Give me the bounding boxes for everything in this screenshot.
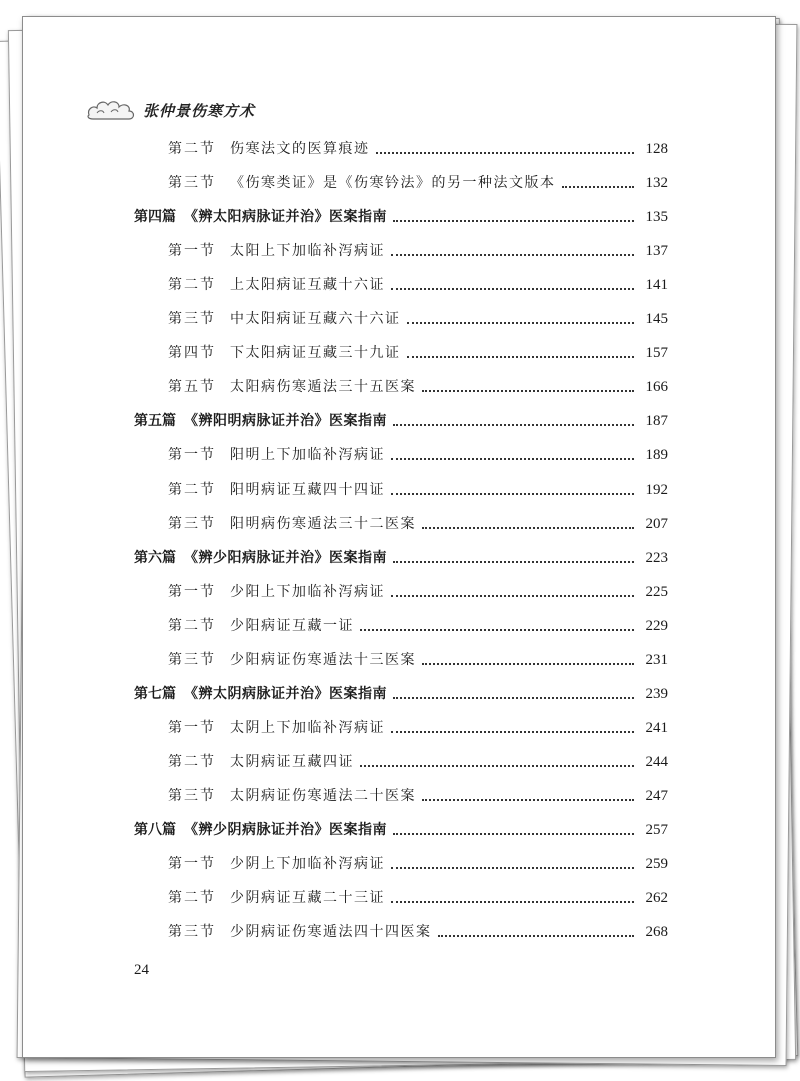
book-page: [22, 16, 776, 1058]
toc-page-number: 239: [645, 685, 668, 702]
toc-entry-number: 第二节: [168, 481, 216, 498]
dot-leader: [438, 935, 635, 937]
toc-entry-title: 《辨少阳病脉证并治》医案指南: [184, 549, 387, 566]
toc-page-number: 141: [645, 277, 668, 294]
toc-section-entry: [168, 615, 668, 637]
toc-entry-title: 中太阳病证互藏六十六证: [230, 311, 401, 328]
toc-section-entry: [168, 513, 668, 535]
toc-chapter-entry: [134, 819, 668, 841]
dot-leader: [360, 629, 634, 631]
toc-entry-title: 少阳上下加临补泻病证: [230, 583, 385, 600]
toc-section-entry: [168, 376, 668, 398]
toc-entry-number: 第七篇: [134, 685, 176, 702]
toc-entry-number: 第一节: [168, 583, 216, 600]
toc-entry-title: 太阴病证伤寒遁法二十医案: [230, 787, 416, 804]
toc-section-entry: [168, 444, 668, 466]
dot-leader: [391, 595, 634, 597]
dot-leader: [376, 152, 635, 154]
toc-entry-title: 阳明病伤寒遁法三十二医案: [230, 515, 416, 532]
toc-page-number: 135: [645, 209, 668, 226]
running-head-title: 张仲景伤寒方术: [143, 101, 256, 120]
toc-section-entry: [168, 887, 668, 909]
dot-leader: [391, 458, 634, 460]
toc-entry-number: 第二节: [168, 617, 216, 634]
toc-section-entry: [168, 751, 668, 773]
toc-entry-number: 第二节: [168, 141, 216, 157]
toc-chapter-entry: [134, 206, 668, 228]
dot-leader: [393, 220, 634, 222]
toc-entry-title: 《伤寒类证》是《伤寒钤法》的另一种法文版本: [230, 175, 556, 192]
toc-page-number: 259: [645, 856, 668, 873]
dot-leader: [391, 867, 634, 869]
toc-entry-title: 太阳上下加临补泻病证: [230, 243, 385, 260]
toc-page-number: 128: [645, 141, 668, 157]
toc-entry-title: 《辨太阳病脉证并治》医案指南: [184, 209, 387, 226]
dot-leader: [407, 356, 635, 358]
toc-page-number: 257: [645, 822, 668, 838]
dot-leader: [422, 799, 634, 801]
dot-leader: [391, 288, 634, 290]
toc-entry-number: 第一节: [168, 719, 216, 736]
toc-entry-title: 《辨阳明病脉证并治》医案指南: [184, 413, 387, 430]
toc-section-entry: [168, 240, 668, 262]
toc-page-number: 244: [645, 753, 668, 770]
toc-entry-number: 第三节: [168, 311, 216, 328]
toc-entry-number: 第一节: [168, 447, 216, 464]
dot-leader: [562, 186, 635, 188]
dot-leader: [391, 254, 634, 256]
toc-section-entry: [168, 785, 668, 807]
dot-leader: [422, 663, 634, 665]
toc-page-number: 192: [645, 481, 668, 498]
toc-entry-number: 第二节: [168, 753, 216, 770]
toc-section-entry: [168, 274, 668, 296]
toc-entry-number: 第六篇: [134, 549, 176, 566]
dot-leader: [393, 424, 634, 426]
dot-leader: [391, 901, 634, 903]
toc-entry-number: 第三节: [168, 175, 216, 192]
toc-chapter-entry: [134, 410, 668, 432]
dot-leader: [360, 765, 634, 767]
toc-entry-number: 第四篇: [134, 209, 176, 226]
toc-page-number: 207: [645, 515, 668, 532]
toc-entry-number: 第三节: [168, 651, 216, 668]
toc-entry-title: 下太阳病证互藏三十九证: [230, 345, 401, 362]
toc-entry-title: 《辨少阴病脉证并治》医案指南: [184, 822, 387, 838]
table-of-contents: [23, 17, 775, 1057]
toc-entry-title: 太阴上下加临补泻病证: [230, 719, 385, 736]
toc-page-number: 187: [645, 413, 668, 430]
toc-entry-title: 少阴上下加临补泻病证: [230, 856, 385, 873]
toc-entry-title: 上太阳病证互藏十六证: [230, 277, 385, 294]
toc-page-number: 241: [645, 719, 668, 736]
toc-entry-title: 少阳病证互藏一证: [230, 617, 354, 634]
toc-page-number: 268: [645, 924, 668, 941]
toc-section-entry: [168, 308, 668, 330]
toc-entry-title: 少阴病证互藏二十三证: [230, 890, 385, 907]
toc-section-entry: [168, 479, 668, 501]
toc-entry-title: 伤寒法文的医算痕迹: [230, 141, 370, 157]
toc-entry-number: 第二节: [168, 890, 216, 907]
toc-page-number: 189: [645, 447, 668, 464]
toc-section-entry: [168, 342, 668, 364]
dot-leader: [422, 390, 634, 392]
dot-leader: [391, 731, 634, 733]
toc-entry-number: 第三节: [168, 787, 216, 804]
toc-page-number: 262: [645, 890, 668, 907]
toc-section-entry: [168, 717, 668, 739]
toc-entry-number: 第八篇: [134, 822, 176, 838]
toc-entry-title: 阳明上下加临补泻病证: [230, 447, 385, 464]
toc-entry-number: 第一节: [168, 856, 216, 873]
toc-entry-number: 第五节: [168, 379, 216, 396]
toc-entry-title: 少阴病证伤寒遁法四十四医案: [230, 924, 432, 941]
toc-entry-number: 第四节: [168, 345, 216, 362]
toc-entry-number: 第五篇: [134, 413, 176, 430]
toc-section-entry: [168, 921, 668, 943]
toc-entry-title: 太阳病伤寒遁法三十五医案: [230, 379, 416, 396]
toc-section-entry: [168, 138, 668, 160]
toc-entry-title: 少阳病证伤寒遁法十三医案: [230, 651, 416, 668]
dot-leader: [422, 527, 634, 529]
toc-page-number: 247: [645, 787, 668, 804]
toc-entry-number: 第二节: [168, 277, 216, 294]
toc-entry-number: 第一节: [168, 243, 216, 260]
toc-page-number: 132: [645, 175, 668, 192]
page-number: 24: [134, 962, 149, 978]
dot-leader: [393, 697, 634, 699]
toc-section-entry: [168, 172, 668, 194]
dot-leader: [391, 493, 634, 495]
toc-page-number: 157: [645, 345, 668, 362]
toc-page-number: 145: [645, 311, 668, 328]
toc-page-number: 137: [645, 243, 668, 260]
toc-page-number: 166: [645, 379, 668, 396]
toc-entry-title: 太阴病证互藏四证: [230, 753, 354, 770]
toc-section-entry: [168, 581, 668, 603]
toc-section-entry: [168, 649, 668, 671]
toc-entry-number: 第三节: [168, 924, 216, 941]
toc-chapter-entry: [134, 547, 668, 569]
toc-page-number: 229: [645, 617, 668, 634]
dot-leader: [393, 561, 634, 563]
toc-page-number: 225: [645, 583, 668, 600]
toc-entry-title: 阳明病证互藏四十四证: [230, 481, 385, 498]
toc-page-number: 223: [645, 549, 668, 566]
toc-entry-number: 第三节: [168, 515, 216, 532]
dot-leader: [407, 322, 635, 324]
dot-leader: [393, 833, 634, 835]
toc-page-number: 231: [645, 651, 668, 668]
toc-section-entry: [168, 853, 668, 875]
toc-entry-title: 《辨太阴病脉证并治》医案指南: [184, 685, 387, 702]
toc-chapter-entry: [134, 683, 668, 705]
